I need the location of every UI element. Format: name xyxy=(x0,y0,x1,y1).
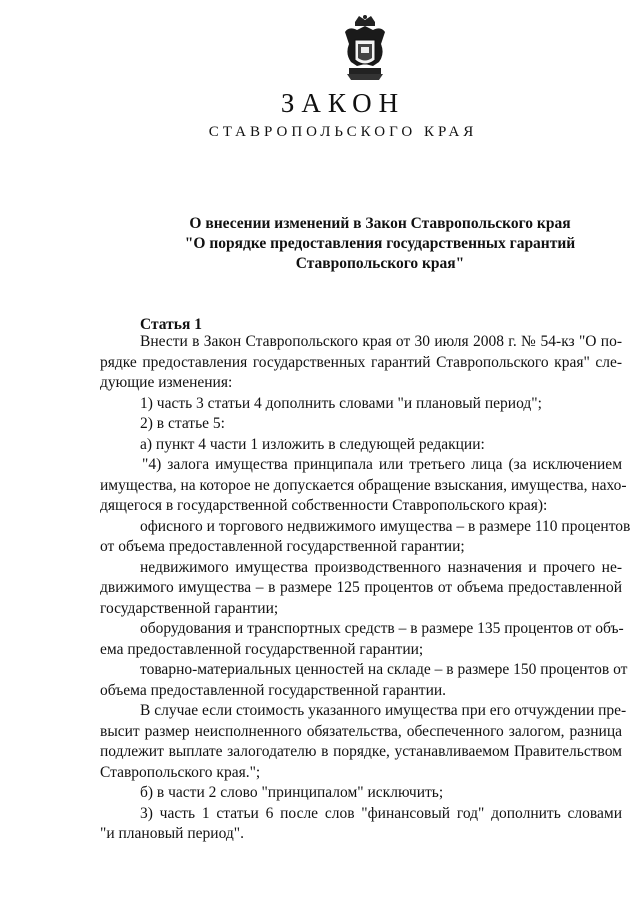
paragraph-line: В случае если стоимость указанного имущества при его отчуждении пре- xyxy=(140,702,627,719)
paragraph-line: 1) часть 3 статьи 4 дополнить словами "и плановый период"; xyxy=(140,394,542,412)
paragraph-line: подлежит выплате залогодателю в порядке, устанавливаемом Правительством xyxy=(100,743,622,760)
heading-line: "О порядке предоставления государственных гарантий xyxy=(184,235,576,252)
law-subtitle: СТАВРОПОЛЬСКОГО КРАЯ xyxy=(208,124,478,140)
paragraph-line: объема предоставленной государственной гарантии. xyxy=(100,681,447,699)
paragraph-line: рядке предоставления государственных гарантий Ставропольского края" сле- xyxy=(100,353,622,371)
article-title: Статья 1 xyxy=(140,316,202,333)
law-title: ЗАКОН xyxy=(280,88,406,118)
paragraph-line: высит размер неисполненного обязательства, обеспеченного залогом, разница xyxy=(100,722,622,740)
paragraph-line: 2) в статье 5: xyxy=(140,415,225,432)
paragraph-line: движимого имущества – в размере 125 процентов от объема предоставленной xyxy=(100,579,622,596)
paragraph-line: Ставропольского края."; xyxy=(100,763,261,781)
paragraph-line: товарно-материальных ценностей на складе – в размере 150 процентов от xyxy=(140,661,628,678)
paragraph-line: Внести в Закон Ставропольского края от 30 июля 2008 г. № 54-кз "О по- xyxy=(140,333,622,350)
document-heading xyxy=(100,214,640,274)
paragraph-line: 3) часть 1 статьи 6 после слов "финансовый год" дополнить словами xyxy=(140,804,622,822)
paragraph-line: дующие изменения: xyxy=(100,374,233,391)
paragraph-line: оборудования и транспортных средств – в размере 135 процентов от объ- xyxy=(140,620,624,637)
paragraph-line: дящегося в государственной собственности Ставропольского края): xyxy=(100,497,548,514)
paragraph-line: государственной гарантии; xyxy=(100,599,279,617)
paragraph-line: офисного и торгового недвижимого имущества – в размере 110 процентов xyxy=(140,517,631,535)
paragraph-line: имущества, на которое не допускается обращение взыскания, имущества, нахо- xyxy=(100,476,627,494)
paragraph-line: недвижимого имущества производственного назначения и прочего не- xyxy=(140,558,622,576)
heading-line: Ставропольского края" xyxy=(295,255,465,272)
paragraph-line: ема предоставленной государственной гарантии; xyxy=(100,640,424,658)
heading-line: О внесении изменений в Закон Ставропольского края xyxy=(189,215,571,232)
paragraph-line: от объема предоставленной государственной гарантии; xyxy=(100,538,465,555)
paragraph-line: "4) залога имущества принципала или третьего лица (за исключением xyxy=(142,456,622,473)
article-body xyxy=(100,332,631,845)
coat-of-arms-icon xyxy=(341,14,389,82)
paragraph-line: б) в части 2 слово "принципалом" исключить; xyxy=(140,784,444,801)
paragraph-line: "и плановый период". xyxy=(100,825,244,842)
paragraph-line: а) пункт 4 части 1 изложить в следующей редакции: xyxy=(140,435,485,453)
